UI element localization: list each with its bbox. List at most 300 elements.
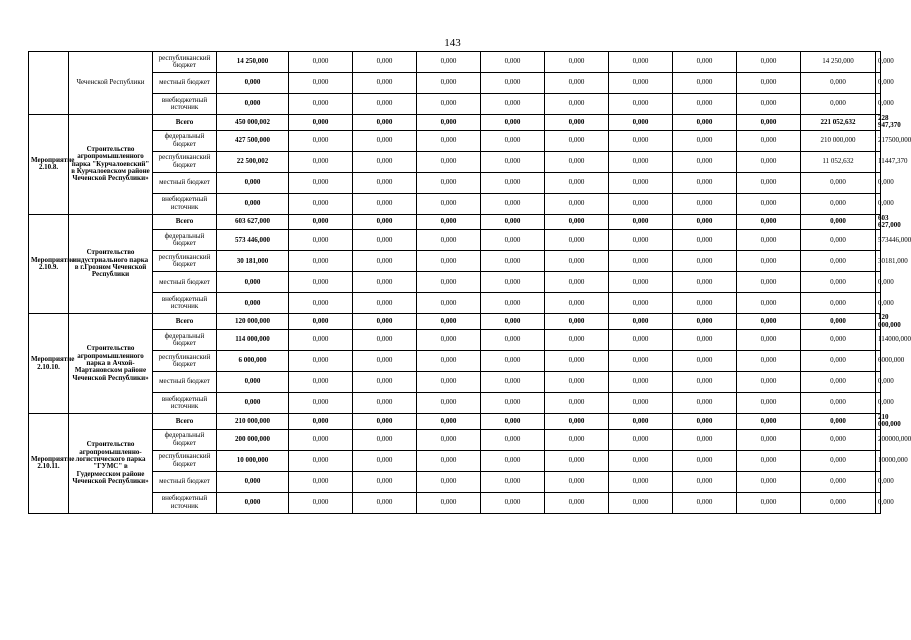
activity-code: Мероприятие 2.10.10.	[29, 314, 69, 414]
amount-cell: 221 052,632	[801, 115, 876, 131]
table-row	[29, 372, 881, 393]
amount-cell: 0,000	[545, 172, 609, 193]
amount-cell: 0,000	[673, 492, 737, 513]
amount-cell: 0,000	[545, 450, 609, 471]
amount-cell: 0,000	[417, 330, 481, 351]
amount-cell: 0,000	[417, 471, 481, 492]
amount-cell: 0,000	[673, 115, 737, 131]
amount-total-cell: 450 000,002	[217, 115, 289, 131]
amount-cell: 0,000	[737, 130, 801, 151]
amount-cell: 0,000	[545, 94, 609, 115]
amount-cell: 0,000	[673, 314, 737, 330]
table-row	[29, 130, 881, 151]
amount-cell: 0,000	[353, 214, 417, 230]
amount-cell: 0,000	[417, 151, 481, 172]
amount-cell: 0,000	[801, 73, 876, 94]
amount-cell: 0,000	[545, 230, 609, 251]
amount-cell: 0,000	[289, 130, 353, 151]
amount-cell: 0,000	[609, 393, 673, 414]
amount-cell: 0,000	[737, 492, 801, 513]
amount-cell: 0,000	[353, 94, 417, 115]
amount-cell: 0,000	[609, 130, 673, 151]
amount-cell: 0,000	[417, 251, 481, 272]
amount-total-cell: 0,000	[217, 73, 289, 94]
amount-cell: 0,000	[609, 230, 673, 251]
amount-cell: 6000,000	[876, 351, 881, 372]
amount-cell: 0,000	[673, 73, 737, 94]
amount-cell: 0,000	[545, 314, 609, 330]
amount-cell: 0,000	[417, 372, 481, 393]
funding-source: республиканский бюджет	[153, 450, 217, 471]
funding-source: местный бюджет	[153, 372, 217, 393]
table-row	[29, 193, 881, 214]
amount-cell: 0,000	[737, 73, 801, 94]
amount-cell: 0,000	[481, 272, 545, 293]
amount-cell: 0,000	[417, 172, 481, 193]
amount-cell: 603 627,000	[876, 214, 881, 230]
amount-cell: 0,000	[417, 230, 481, 251]
amount-cell: 0,000	[289, 429, 353, 450]
amount-cell: 0,000	[417, 130, 481, 151]
amount-cell: 228 947,370	[876, 115, 881, 131]
amount-cell: 0,000	[481, 115, 545, 131]
amount-cell: 0,000	[545, 52, 609, 73]
amount-cell: 0,000	[737, 52, 801, 73]
amount-total-cell: 200 000,000	[217, 429, 289, 450]
amount-cell: 0,000	[545, 251, 609, 272]
amount-cell: 0,000	[289, 52, 353, 73]
table-row	[29, 151, 881, 172]
amount-cell: 0,000	[481, 372, 545, 393]
amount-cell: 0,000	[353, 130, 417, 151]
amount-cell: 0,000	[876, 471, 881, 492]
amount-cell: 0,000	[876, 393, 881, 414]
amount-cell: 0,000	[481, 314, 545, 330]
funding-source: федеральный бюджет	[153, 429, 217, 450]
amount-cell: 0,000	[289, 414, 353, 430]
amount-cell: 0,000	[609, 429, 673, 450]
amount-cell: 0,000	[353, 230, 417, 251]
amount-total-cell: 0,000	[217, 372, 289, 393]
amount-cell: 0,000	[545, 471, 609, 492]
amount-cell: 0,000	[289, 73, 353, 94]
amount-cell: 0,000	[481, 471, 545, 492]
table-row	[29, 52, 881, 73]
amount-cell: 0,000	[801, 272, 876, 293]
amount-cell: 0,000	[801, 450, 876, 471]
amount-cell: 11447,370	[876, 151, 881, 172]
table-row	[29, 393, 881, 414]
amount-cell: 0,000	[289, 272, 353, 293]
amount-cell: 30181,000	[876, 251, 881, 272]
amount-cell: 0,000	[417, 94, 481, 115]
amount-cell: 0,000	[737, 351, 801, 372]
amount-cell: 0,000	[801, 293, 876, 314]
amount-cell: 0,000	[737, 429, 801, 450]
amount-cell: 0,000	[801, 351, 876, 372]
funding-source: Всего	[153, 414, 217, 430]
amount-cell: 0,000	[289, 251, 353, 272]
amount-cell: 0,000	[876, 52, 881, 73]
amount-cell: 0,000	[481, 450, 545, 471]
amount-total-cell: 114 000,000	[217, 330, 289, 351]
amount-cell: 0,000	[353, 115, 417, 131]
activity-code	[29, 52, 69, 115]
amount-cell: 0,000	[417, 272, 481, 293]
amount-cell: 0,000	[737, 214, 801, 230]
amount-cell: 0,000	[673, 130, 737, 151]
amount-cell: 0,000	[737, 393, 801, 414]
amount-cell: 0,000	[609, 115, 673, 131]
amount-cell: 0,000	[481, 151, 545, 172]
amount-cell: 0,000	[353, 414, 417, 430]
amount-cell: 0,000	[609, 450, 673, 471]
table-row-total	[29, 314, 881, 330]
amount-cell: 217500,000	[876, 130, 881, 151]
amount-cell: 0,000	[801, 471, 876, 492]
amount-cell: 0,000	[481, 214, 545, 230]
amount-cell: 0,000	[545, 492, 609, 513]
amount-cell: 0,000	[353, 251, 417, 272]
table-row	[29, 293, 881, 314]
amount-cell: 0,000	[876, 73, 881, 94]
amount-total-cell: 120 000,000	[217, 314, 289, 330]
amount-cell: 0,000	[801, 172, 876, 193]
amount-cell: 0,000	[737, 230, 801, 251]
amount-cell: 0,000	[545, 330, 609, 351]
activity-name: Строительство агропромышленно-логистического парка "ГУМС" в Гудермесском районе Чеченской Республики»	[69, 414, 153, 514]
amount-cell: 0,000	[609, 351, 673, 372]
amount-cell: 0,000	[609, 73, 673, 94]
amount-cell: 0,000	[353, 351, 417, 372]
amount-cell: 0,000	[737, 293, 801, 314]
amount-cell: 0,000	[673, 214, 737, 230]
amount-cell: 0,000	[545, 73, 609, 94]
amount-cell: 0,000	[417, 193, 481, 214]
table-row	[29, 471, 881, 492]
amount-cell: 0,000	[876, 293, 881, 314]
amount-cell: 0,000	[417, 293, 481, 314]
amount-cell: 0,000	[545, 130, 609, 151]
amount-cell: 0,000	[289, 172, 353, 193]
funding-source: Всего	[153, 115, 217, 131]
activity-code: Мероприятие 2.10.8.	[29, 115, 69, 215]
table-row	[29, 351, 881, 372]
amount-cell: 0,000	[545, 193, 609, 214]
amount-cell: 0,000	[609, 172, 673, 193]
table-row	[29, 330, 881, 351]
amount-cell: 0,000	[289, 293, 353, 314]
amount-cell: 0,000	[609, 414, 673, 430]
amount-cell: 0,000	[289, 314, 353, 330]
amount-cell: 0,000	[673, 429, 737, 450]
amount-cell: 0,000	[609, 214, 673, 230]
amount-cell: 0,000	[801, 214, 876, 230]
amount-cell: 0,000	[353, 151, 417, 172]
funding-source: республиканский бюджет	[153, 151, 217, 172]
amount-cell: 0,000	[673, 193, 737, 214]
amount-cell: 0,000	[737, 272, 801, 293]
amount-cell: 0,000	[353, 492, 417, 513]
amount-cell: 0,000	[545, 393, 609, 414]
table-row	[29, 73, 881, 94]
amount-cell: 0,000	[609, 471, 673, 492]
amount-cell: 0,000	[417, 351, 481, 372]
amount-cell: 0,000	[289, 372, 353, 393]
amount-total-cell: 573 446,000	[217, 230, 289, 251]
amount-cell: 0,000	[353, 52, 417, 73]
amount-cell: 0,000	[289, 450, 353, 471]
amount-total-cell: 603 627,000	[217, 214, 289, 230]
table-row	[29, 492, 881, 513]
amount-total-cell: 6 000,000	[217, 351, 289, 372]
amount-cell: 210 000,000	[876, 414, 881, 430]
activity-name: Строительство агропромышленного парка в Ачхой-Мартановском районе Чеченской Республики»	[69, 314, 153, 414]
page-number: 143	[444, 37, 461, 49]
amount-cell: 0,000	[481, 52, 545, 73]
activity-name: Строительство индустриального парка в г.Грозном Чеченской Республики	[69, 214, 153, 314]
amount-cell: 0,000	[609, 52, 673, 73]
amount-cell: 0,000	[609, 492, 673, 513]
activity-code: Мероприятие 2.10.11.	[29, 414, 69, 514]
amount-cell: 0,000	[801, 251, 876, 272]
amount-cell: 0,000	[609, 151, 673, 172]
amount-cell: 0,000	[673, 372, 737, 393]
amount-cell: 0,000	[801, 314, 876, 330]
amount-cell: 0,000	[545, 414, 609, 430]
amount-cell: 0,000	[545, 151, 609, 172]
amount-cell: 0,000	[545, 293, 609, 314]
amount-cell: 14 250,000	[801, 52, 876, 73]
amount-cell: 0,000	[353, 393, 417, 414]
table-row	[29, 272, 881, 293]
amount-cell: 10000,000	[876, 450, 881, 471]
amount-cell: 0,000	[481, 330, 545, 351]
amount-cell: 0,000	[481, 73, 545, 94]
amount-cell: 0,000	[545, 272, 609, 293]
table-row	[29, 450, 881, 471]
amount-cell: 0,000	[481, 193, 545, 214]
amount-total-cell: 10 000,000	[217, 450, 289, 471]
amount-cell: 0,000	[417, 414, 481, 430]
amount-cell: 0,000	[609, 193, 673, 214]
amount-cell: 0,000	[545, 115, 609, 131]
amount-total-cell: 0,000	[217, 492, 289, 513]
funding-source: республиканский бюджет	[153, 251, 217, 272]
amount-total-cell: 0,000	[217, 172, 289, 193]
amount-total-cell: 22 500,002	[217, 151, 289, 172]
activity-code: Мероприятие 2.10.9.	[29, 214, 69, 314]
amount-cell: 0,000	[876, 372, 881, 393]
amount-cell: 0,000	[417, 214, 481, 230]
funding-source: Всего	[153, 214, 217, 230]
amount-cell: 0,000	[609, 272, 673, 293]
amount-cell: 0,000	[673, 251, 737, 272]
amount-cell: 0,000	[353, 73, 417, 94]
amount-cell: 0,000	[417, 429, 481, 450]
amount-total-cell: 0,000	[217, 193, 289, 214]
amount-cell: 0,000	[673, 230, 737, 251]
amount-cell: 0,000	[609, 330, 673, 351]
funding-source: Всего	[153, 314, 217, 330]
amount-cell: 0,000	[353, 450, 417, 471]
amount-cell: 0,000	[673, 52, 737, 73]
activity-name: Строительство агропромышленного парка "Курчалоевский" в Курчалоевском районе Чеченской Республики»	[69, 115, 153, 215]
amount-cell: 0,000	[481, 94, 545, 115]
amount-cell: 0,000	[801, 330, 876, 351]
funding-source: федеральный бюджет	[153, 230, 217, 251]
amount-total-cell: 0,000	[217, 293, 289, 314]
funding-source: внебюджетный источник	[153, 193, 217, 214]
amount-cell: 0,000	[673, 172, 737, 193]
amount-total-cell: 427 500,000	[217, 130, 289, 151]
amount-cell: 0,000	[481, 251, 545, 272]
table-row	[29, 94, 881, 115]
table-row-total	[29, 414, 881, 430]
funding-source: федеральный бюджет	[153, 330, 217, 351]
amount-cell: 0,000	[481, 172, 545, 193]
budget-table	[28, 51, 911, 514]
funding-source: федеральный бюджет	[153, 130, 217, 151]
amount-cell: 0,000	[876, 94, 881, 115]
amount-cell: 573446,000	[876, 230, 881, 251]
table-row	[29, 429, 881, 450]
amount-cell: 0,000	[737, 94, 801, 115]
funding-source: внебюджетный источник	[153, 492, 217, 513]
amount-cell: 0,000	[609, 314, 673, 330]
amount-cell: 0,000	[609, 251, 673, 272]
amount-cell: 0,000	[673, 293, 737, 314]
amount-cell: 0,000	[353, 330, 417, 351]
amount-cell: 0,000	[609, 293, 673, 314]
amount-cell: 0,000	[417, 115, 481, 131]
amount-cell: 0,000	[801, 492, 876, 513]
amount-cell: 0,000	[801, 429, 876, 450]
amount-cell: 0,000	[289, 230, 353, 251]
amount-total-cell: 210 000,000	[217, 414, 289, 430]
amount-cell: 0,000	[289, 214, 353, 230]
amount-cell: 0,000	[673, 330, 737, 351]
amount-total-cell: 14 250,000	[217, 52, 289, 73]
amount-cell: 0,000	[289, 330, 353, 351]
activity-name: Чеченской Республики	[69, 52, 153, 115]
amount-cell: 0,000	[353, 272, 417, 293]
amount-cell: 0,000	[737, 193, 801, 214]
amount-cell: 0,000	[481, 293, 545, 314]
funding-source: местный бюджет	[153, 172, 217, 193]
amount-cell: 0,000	[417, 393, 481, 414]
amount-total-cell: 0,000	[217, 94, 289, 115]
funding-source: местный бюджет	[153, 272, 217, 293]
amount-total-cell: 0,000	[217, 272, 289, 293]
amount-cell: 0,000	[801, 414, 876, 430]
amount-cell: 0,000	[417, 52, 481, 73]
amount-total-cell: 0,000	[217, 471, 289, 492]
funding-source: внебюджетный источник	[153, 393, 217, 414]
amount-cell: 0,000	[481, 429, 545, 450]
funding-source: местный бюджет	[153, 73, 217, 94]
amount-cell: 210 000,000	[801, 130, 876, 151]
amount-cell: 0,000	[353, 193, 417, 214]
amount-cell: 0,000	[737, 414, 801, 430]
funding-source: местный бюджет	[153, 471, 217, 492]
amount-cell: 0,000	[545, 351, 609, 372]
table-row	[29, 251, 881, 272]
amount-cell: 0,000	[289, 393, 353, 414]
amount-cell: 0,000	[353, 172, 417, 193]
amount-cell: 0,000	[801, 94, 876, 115]
amount-cell: 0,000	[801, 393, 876, 414]
amount-cell: 0,000	[609, 94, 673, 115]
amount-cell: 0,000	[353, 314, 417, 330]
amount-cell: 0,000	[801, 193, 876, 214]
funding-source: республиканский бюджет	[153, 351, 217, 372]
amount-cell: 0,000	[673, 393, 737, 414]
amount-cell: 0,000	[417, 450, 481, 471]
amount-cell: 0,000	[481, 492, 545, 513]
amount-cell: 114000,000	[876, 330, 881, 351]
table-row-total	[29, 115, 881, 131]
amount-cell: 0,000	[417, 314, 481, 330]
amount-cell: 0,000	[353, 293, 417, 314]
amount-cell: 0,000	[737, 172, 801, 193]
amount-cell: 200000,000	[876, 429, 881, 450]
table-row	[29, 230, 881, 251]
amount-cell: 0,000	[289, 471, 353, 492]
amount-cell: 0,000	[673, 414, 737, 430]
amount-cell: 0,000	[417, 73, 481, 94]
amount-cell: 0,000	[481, 414, 545, 430]
amount-cell: 0,000	[673, 151, 737, 172]
amount-cell: 0,000	[876, 492, 881, 513]
amount-cell: 0,000	[289, 193, 353, 214]
amount-cell: 0,000	[673, 94, 737, 115]
amount-cell: 0,000	[876, 193, 881, 214]
amount-cell: 0,000	[481, 130, 545, 151]
table-row-total	[29, 214, 881, 230]
funding-source: внебюджетный источник	[153, 94, 217, 115]
amount-cell: 0,000	[545, 429, 609, 450]
amount-cell: 0,000	[737, 115, 801, 131]
amount-cell: 0,000	[737, 372, 801, 393]
amount-cell: 0,000	[481, 230, 545, 251]
amount-cell: 0,000	[673, 272, 737, 293]
amount-total-cell: 0,000	[217, 393, 289, 414]
funding-source: республиканский бюджет	[153, 52, 217, 73]
amount-cell: 0,000	[609, 372, 673, 393]
amount-cell: 0,000	[737, 330, 801, 351]
amount-cell: 0,000	[737, 314, 801, 330]
amount-cell: 0,000	[673, 450, 737, 471]
amount-cell: 0,000	[289, 94, 353, 115]
amount-cell: 0,000	[289, 492, 353, 513]
amount-cell: 0,000	[417, 492, 481, 513]
amount-cell: 0,000	[545, 372, 609, 393]
amount-cell: 0,000	[801, 230, 876, 251]
amount-cell: 0,000	[481, 351, 545, 372]
amount-cell: 120 000,000	[876, 314, 881, 330]
amount-cell: 0,000	[737, 251, 801, 272]
amount-cell: 0,000	[353, 429, 417, 450]
amount-cell: 11 052,632	[801, 151, 876, 172]
amount-cell: 0,000	[737, 151, 801, 172]
amount-cell: 0,000	[801, 372, 876, 393]
amount-total-cell: 30 181,000	[217, 251, 289, 272]
amount-cell: 0,000	[289, 115, 353, 131]
amount-cell: 0,000	[289, 351, 353, 372]
amount-cell: 0,000	[673, 351, 737, 372]
amount-cell: 0,000	[289, 151, 353, 172]
